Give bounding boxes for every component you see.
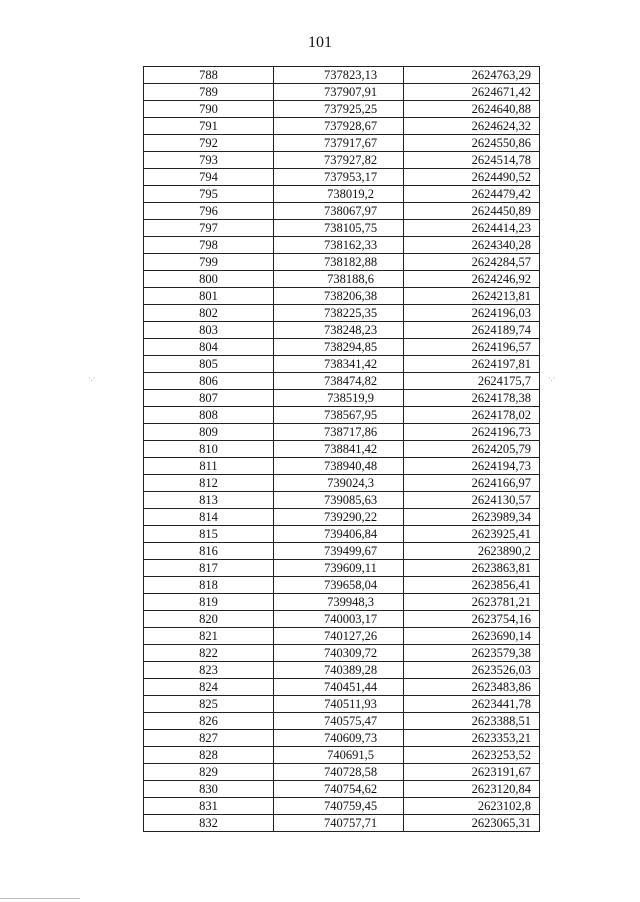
y-coordinate-cell: 2624490,52: [404, 169, 540, 186]
point-number-cell: 804: [144, 339, 274, 356]
table-row: [144, 322, 540, 339]
point-number-cell: 806: [144, 373, 274, 390]
y-coordinate-cell: 2623353,21: [404, 730, 540, 747]
table-row: [144, 135, 540, 152]
x-coordinate-cell: 739948,3: [274, 594, 404, 611]
y-coordinate-cell: 2624197,81: [404, 356, 540, 373]
y-coordinate-cell: 2623526,03: [404, 662, 540, 679]
table-row: [144, 611, 540, 628]
x-coordinate-cell: 739024,3: [274, 475, 404, 492]
y-coordinate-cell: 2623856,41: [404, 577, 540, 594]
y-coordinate-cell: 2624640,88: [404, 101, 540, 118]
y-coordinate-cell: 2623120,84: [404, 781, 540, 798]
point-number-cell: 812: [144, 475, 274, 492]
x-coordinate-cell: 740609,73: [274, 730, 404, 747]
y-coordinate-cell: 2623191,67: [404, 764, 540, 781]
table-row: [144, 339, 540, 356]
table-row: [144, 424, 540, 441]
point-number-cell: 809: [144, 424, 274, 441]
x-coordinate-cell: 737907,91: [274, 84, 404, 101]
point-number-cell: 805: [144, 356, 274, 373]
point-number-cell: 825: [144, 696, 274, 713]
x-coordinate-cell: 738294,85: [274, 339, 404, 356]
x-coordinate-cell: 739406,84: [274, 526, 404, 543]
y-coordinate-cell: 2623441,78: [404, 696, 540, 713]
x-coordinate-cell: 740127,26: [274, 628, 404, 645]
x-coordinate-cell: 740691,5: [274, 747, 404, 764]
y-coordinate-cell: 2623579,38: [404, 645, 540, 662]
table-row: [144, 747, 540, 764]
point-number-cell: 798: [144, 237, 274, 254]
y-coordinate-cell: 2624213,81: [404, 288, 540, 305]
table-row: [144, 356, 540, 373]
point-number-cell: 824: [144, 679, 274, 696]
table-row: [144, 84, 540, 101]
point-number-cell: 820: [144, 611, 274, 628]
y-coordinate-cell: 2624763,29: [404, 67, 540, 84]
x-coordinate-cell: 738519,9: [274, 390, 404, 407]
coordinates-table: [143, 66, 540, 832]
table-row: [144, 237, 540, 254]
x-coordinate-cell: 737927,82: [274, 152, 404, 169]
point-number-cell: 792: [144, 135, 274, 152]
point-number-cell: 794: [144, 169, 274, 186]
table-row: [144, 713, 540, 730]
table-row: [144, 288, 540, 305]
y-coordinate-cell: 2623102,8: [404, 798, 540, 815]
table-row: [144, 254, 540, 271]
y-coordinate-cell: 2623065,31: [404, 815, 540, 832]
y-coordinate-cell: 2624196,03: [404, 305, 540, 322]
x-coordinate-cell: 739085,63: [274, 492, 404, 509]
point-number-cell: 790: [144, 101, 274, 118]
table-row: [144, 628, 540, 645]
x-coordinate-cell: 738105,75: [274, 220, 404, 237]
x-coordinate-cell: 738067,97: [274, 203, 404, 220]
table-row: [144, 118, 540, 135]
table-row: [144, 679, 540, 696]
point-number-cell: 819: [144, 594, 274, 611]
x-coordinate-cell: 738940,48: [274, 458, 404, 475]
y-coordinate-cell: 2624550,86: [404, 135, 540, 152]
x-coordinate-cell: 740754,62: [274, 781, 404, 798]
x-coordinate-cell: 740389,28: [274, 662, 404, 679]
table-row: [144, 645, 540, 662]
table-row: [144, 220, 540, 237]
table-row: [144, 475, 540, 492]
point-number-cell: 810: [144, 441, 274, 458]
y-coordinate-cell: 2624166,97: [404, 475, 540, 492]
point-number-cell: 808: [144, 407, 274, 424]
y-coordinate-cell: 2624624,32: [404, 118, 540, 135]
y-coordinate-cell: 2624178,02: [404, 407, 540, 424]
y-coordinate-cell: 2624340,28: [404, 237, 540, 254]
point-number-cell: 814: [144, 509, 274, 526]
point-number-cell: 802: [144, 305, 274, 322]
table-row: [144, 815, 540, 832]
x-coordinate-cell: 740003,17: [274, 611, 404, 628]
y-coordinate-cell: 2623989,34: [404, 509, 540, 526]
y-coordinate-cell: 2624414,23: [404, 220, 540, 237]
table-row: [144, 441, 540, 458]
table-row: [144, 526, 540, 543]
x-coordinate-cell: 737917,67: [274, 135, 404, 152]
x-coordinate-cell: 739499,67: [274, 543, 404, 560]
y-coordinate-cell: 2624671,42: [404, 84, 540, 101]
x-coordinate-cell: 740511,93: [274, 696, 404, 713]
x-coordinate-cell: 738225,35: [274, 305, 404, 322]
point-number-cell: 813: [144, 492, 274, 509]
y-coordinate-cell: 2624196,73: [404, 424, 540, 441]
point-number-cell: 818: [144, 577, 274, 594]
point-number-cell: 829: [144, 764, 274, 781]
x-coordinate-cell: 740575,47: [274, 713, 404, 730]
point-number-cell: 817: [144, 560, 274, 577]
table-row: [144, 560, 540, 577]
x-coordinate-cell: 738182,88: [274, 254, 404, 271]
point-number-cell: 828: [144, 747, 274, 764]
point-number-cell: 789: [144, 84, 274, 101]
table-row: [144, 407, 540, 424]
point-number-cell: 807: [144, 390, 274, 407]
point-number-cell: 826: [144, 713, 274, 730]
point-number-cell: 797: [144, 220, 274, 237]
scan-edge-line: [0, 898, 80, 899]
point-number-cell: 816: [144, 543, 274, 560]
point-number-cell: 803: [144, 322, 274, 339]
x-coordinate-cell: 739290,22: [274, 509, 404, 526]
x-coordinate-cell: 740451,44: [274, 679, 404, 696]
point-number-cell: 815: [144, 526, 274, 543]
point-number-cell: 800: [144, 271, 274, 288]
x-coordinate-cell: 737953,17: [274, 169, 404, 186]
point-number-cell: 796: [144, 203, 274, 220]
y-coordinate-cell: 2624514,78: [404, 152, 540, 169]
y-coordinate-cell: 2623754,16: [404, 611, 540, 628]
table-row: [144, 203, 540, 220]
x-coordinate-cell: 738162,33: [274, 237, 404, 254]
table-row: [144, 798, 540, 815]
table-row: [144, 543, 540, 560]
x-coordinate-cell: 740728,58: [274, 764, 404, 781]
y-coordinate-cell: 2624450,89: [404, 203, 540, 220]
x-coordinate-cell: 738474,82: [274, 373, 404, 390]
y-coordinate-cell: 2624130,57: [404, 492, 540, 509]
y-coordinate-cell: 2623690,14: [404, 628, 540, 645]
coordinates-table-body: [144, 67, 540, 832]
y-coordinate-cell: 2624196,57: [404, 339, 540, 356]
table-row: [144, 492, 540, 509]
x-coordinate-cell: 737928,67: [274, 118, 404, 135]
x-coordinate-cell: 738841,42: [274, 441, 404, 458]
scan-speck: ·.·: [548, 374, 556, 383]
x-coordinate-cell: 738188,6: [274, 271, 404, 288]
table-row: [144, 594, 540, 611]
table-row: [144, 509, 540, 526]
y-coordinate-cell: 2624246,92: [404, 271, 540, 288]
y-coordinate-cell: 2624479,42: [404, 186, 540, 203]
page-number: 101: [308, 34, 332, 51]
x-coordinate-cell: 739658,04: [274, 577, 404, 594]
y-coordinate-cell: 2623781,21: [404, 594, 540, 611]
y-coordinate-cell: 2623863,81: [404, 560, 540, 577]
point-number-cell: 811: [144, 458, 274, 475]
x-coordinate-cell: 740309,72: [274, 645, 404, 662]
point-number-cell: 791: [144, 118, 274, 135]
point-number-cell: 822: [144, 645, 274, 662]
x-coordinate-cell: 738206,38: [274, 288, 404, 305]
y-coordinate-cell: 2624175,7: [404, 373, 540, 390]
y-coordinate-cell: 2623483,86: [404, 679, 540, 696]
x-coordinate-cell: 737823,13: [274, 67, 404, 84]
table-row: [144, 101, 540, 118]
x-coordinate-cell: 740759,45: [274, 798, 404, 815]
x-coordinate-cell: 737925,25: [274, 101, 404, 118]
x-coordinate-cell: 738567,95: [274, 407, 404, 424]
table-row: [144, 781, 540, 798]
point-number-cell: 832: [144, 815, 274, 832]
y-coordinate-cell: 2624205,79: [404, 441, 540, 458]
point-number-cell: 827: [144, 730, 274, 747]
table-row: [144, 764, 540, 781]
table-row: [144, 696, 540, 713]
x-coordinate-cell: 738248,23: [274, 322, 404, 339]
y-coordinate-cell: 2623925,41: [404, 526, 540, 543]
x-coordinate-cell: 738341,42: [274, 356, 404, 373]
table-row: [144, 662, 540, 679]
point-number-cell: 795: [144, 186, 274, 203]
y-coordinate-cell: 2624284,57: [404, 254, 540, 271]
x-coordinate-cell: 738019,2: [274, 186, 404, 203]
y-coordinate-cell: 2623890,2: [404, 543, 540, 560]
point-number-cell: 823: [144, 662, 274, 679]
y-coordinate-cell: 2623388,51: [404, 713, 540, 730]
point-number-cell: 799: [144, 254, 274, 271]
table-row: [144, 373, 540, 390]
x-coordinate-cell: 740757,71: [274, 815, 404, 832]
table-row: [144, 186, 540, 203]
y-coordinate-cell: 2624178,38: [404, 390, 540, 407]
table-row: [144, 730, 540, 747]
table-row: [144, 390, 540, 407]
y-coordinate-cell: 2623253,52: [404, 747, 540, 764]
y-coordinate-cell: 2624189,74: [404, 322, 540, 339]
table-row: [144, 67, 540, 84]
table-row: [144, 305, 540, 322]
point-number-cell: 830: [144, 781, 274, 798]
y-coordinate-cell: 2624194,73: [404, 458, 540, 475]
point-number-cell: 821: [144, 628, 274, 645]
point-number-cell: 801: [144, 288, 274, 305]
scan-speck: ·.·: [88, 374, 96, 383]
point-number-cell: 788: [144, 67, 274, 84]
table-row: [144, 169, 540, 186]
table-row: [144, 458, 540, 475]
point-number-cell: 831: [144, 798, 274, 815]
table-row: [144, 152, 540, 169]
point-number-cell: 793: [144, 152, 274, 169]
x-coordinate-cell: 739609,11: [274, 560, 404, 577]
x-coordinate-cell: 738717,86: [274, 424, 404, 441]
table-row: [144, 271, 540, 288]
table-row: [144, 577, 540, 594]
